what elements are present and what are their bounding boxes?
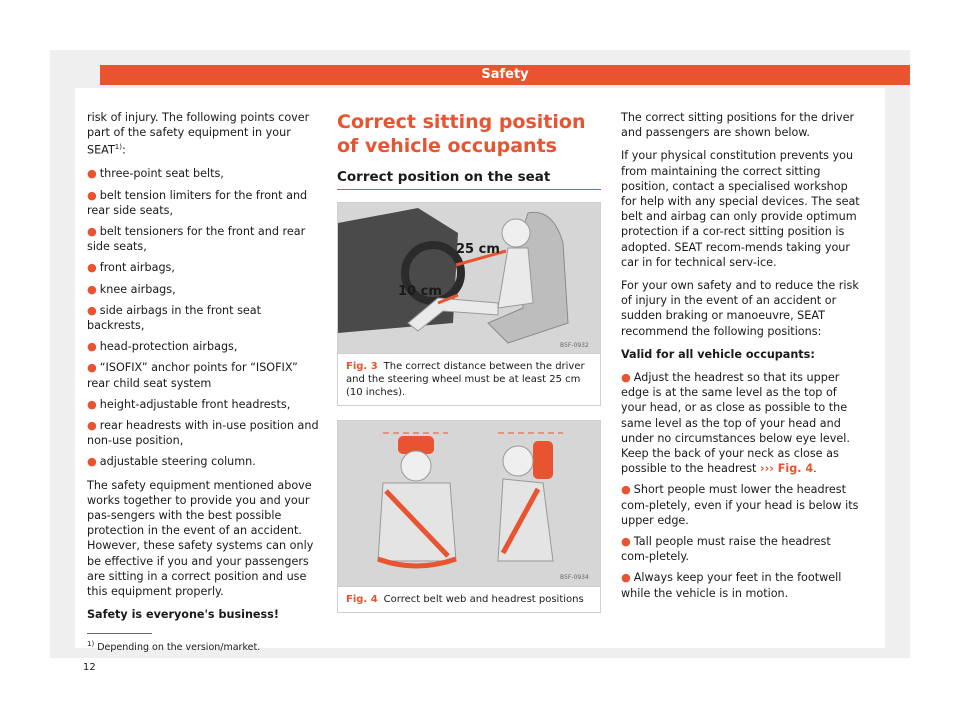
list-item xyxy=(87,339,319,354)
page-content xyxy=(75,88,885,673)
bullet-icon: ● xyxy=(87,418,97,432)
bullet-icon: ● xyxy=(621,371,631,385)
bullet-icon: ● xyxy=(87,303,97,317)
list-item xyxy=(87,260,319,275)
headrest-side xyxy=(533,441,553,479)
figure-4 xyxy=(337,420,601,613)
bullet-icon: ● xyxy=(87,188,97,202)
list-item-text: height-adjustable front headrests, xyxy=(99,397,291,411)
footnote-marker: 1) xyxy=(114,143,122,152)
footnote xyxy=(87,640,260,653)
list-item-text: belt tensioners for the front and rear side seats, xyxy=(87,224,306,254)
safety-equipment-list xyxy=(87,166,319,469)
bullet-icon: ● xyxy=(87,340,97,354)
bullet-icon: ● xyxy=(621,483,631,497)
column-left xyxy=(87,110,319,630)
label-25cm: 25 cm xyxy=(456,242,500,258)
dashboard-shape xyxy=(338,208,458,333)
bullet-icon: ● xyxy=(87,167,97,181)
list-item xyxy=(87,397,319,412)
tagline: Safety is everyone's business! xyxy=(87,608,279,622)
driver-seating-illustration xyxy=(338,203,600,353)
occupant-head xyxy=(502,219,530,247)
body-paragraph: The safety equipment mentioned above works together to provide you and your pas-sengers with the best possible protection in the event of an accident. However, these safety systems can only be effective if you and your passengers are sitting in a correct position and use this equipment properly. xyxy=(87,478,314,599)
belt-headrest-illustration xyxy=(338,421,600,586)
list-item-text: head-protection airbags, xyxy=(99,340,238,354)
occupants-heading: Valid for all vehicle occupants: xyxy=(621,347,815,361)
paragraph-1: The correct sitting positions for the driver and passengers are shown below. xyxy=(621,111,855,140)
page-sheet xyxy=(50,50,910,673)
figure-4-code: B5F-0934 xyxy=(560,574,589,582)
bullet-icon: ● xyxy=(87,397,97,411)
section-title: Correct sitting position of vehicle occupants xyxy=(337,111,586,157)
list-item-text: knee airbags, xyxy=(99,282,176,296)
list-item xyxy=(87,166,319,181)
bullet-icon: ● xyxy=(87,455,97,469)
list-item xyxy=(87,188,319,218)
footnote-number: 1) xyxy=(87,640,95,648)
figure-4-reference-link[interactable]: ››› Fig. 4 xyxy=(760,462,814,476)
paragraph-3: For your own safety and to reduce the risk of injury in the event of an accident or sudden braking or manoeuvre, SEAT recommend the following positions: xyxy=(621,279,859,338)
figure-3-number: Fig. 3 xyxy=(346,361,378,373)
list-item-text: belt tension limiters for the front and rear side seats, xyxy=(87,188,308,217)
column-right xyxy=(621,110,861,609)
list-item-text: Short people must lower the headrest com-pletely, even if your head is below its upper edge. xyxy=(621,483,859,527)
figure-3-caption xyxy=(338,353,600,405)
occupant-rules-list xyxy=(621,370,861,601)
list-item xyxy=(87,418,319,448)
occupant-head-front xyxy=(401,451,431,481)
bullet-icon: ● xyxy=(621,571,631,585)
list-item-text: Always keep your feet in the footwell while the vehicle is in motion. xyxy=(621,571,842,600)
list-item xyxy=(87,360,319,390)
footnote-text: Depending on the version/market. xyxy=(97,642,261,654)
bullet-icon: ● xyxy=(87,361,97,375)
manual-page xyxy=(50,50,910,673)
bullet-icon: ● xyxy=(621,535,631,549)
figure-4-number: Fig. 4 xyxy=(346,594,378,606)
section-subtitle: Correct position on the seat xyxy=(337,170,601,190)
footnote-divider xyxy=(87,633,152,634)
list-item-text: Adjust the headrest so that its upper edge is at the same level as the top of your head, or as close as possible to the same level as the top of your head and under no circumstances below eye level. Keep the back of your neck as close as possible to the headrest xyxy=(621,371,850,476)
figure-3-image xyxy=(338,203,600,353)
list-item xyxy=(87,454,319,469)
figure-4-caption xyxy=(338,586,600,612)
list-item-text: three-point seat belts, xyxy=(99,167,224,181)
bullet-icon: ● xyxy=(87,261,97,275)
intro-colon: : xyxy=(121,144,126,158)
list-item xyxy=(87,303,319,333)
figure-3-caption-text: The correct distance between the driver and the steering wheel must be at least 25 cm (10 inches). xyxy=(346,361,585,399)
list-item-text: front airbags, xyxy=(99,261,175,275)
list-item xyxy=(621,534,861,564)
paragraph-2: If your physical constitution prevents you from maintaining the correct sitting position, contact a specialised workshop for help with any special devices. The seat belt and airbag can only provide optimum protection if a cor-rect sitting position is adopted. SEAT recom-mends taking your car in for technical serv-ice. xyxy=(621,149,860,269)
list-item-end: . xyxy=(813,462,817,476)
bullet-icon: ● xyxy=(87,224,97,238)
figure-3-code: B5F-0932 xyxy=(560,342,589,350)
list-item xyxy=(621,570,861,600)
figure-4-image xyxy=(338,421,600,586)
list-item-text: rear headrests with in-use position and non-use position, xyxy=(87,418,319,448)
page-number: 12 xyxy=(83,662,96,673)
section-header: Safety xyxy=(100,65,910,85)
list-item xyxy=(621,370,861,476)
list-item xyxy=(87,282,319,297)
list-item-text: adjustable steering column. xyxy=(99,455,256,469)
bullet-icon: ● xyxy=(87,282,97,296)
occupant-head-side xyxy=(503,446,533,476)
column-middle xyxy=(337,110,601,627)
intro-paragraph xyxy=(87,110,319,158)
list-item xyxy=(87,224,319,254)
figure-4-caption-text: Correct belt web and headrest positions xyxy=(383,594,584,606)
figure-3 xyxy=(337,202,601,406)
list-item xyxy=(621,482,861,528)
list-item-text: side airbags in the front seat backrests, xyxy=(87,303,262,332)
list-item-text: Tall people must raise the headrest com-pletely. xyxy=(621,535,831,564)
intro-text: risk of injury. The following points cover part of the safety equipment in your SEAT xyxy=(87,111,310,158)
list-item-text: “ISOFIX” anchor points for “ISOFIX” rear child seat system xyxy=(87,361,298,390)
label-10cm: 10 cm xyxy=(398,284,442,300)
